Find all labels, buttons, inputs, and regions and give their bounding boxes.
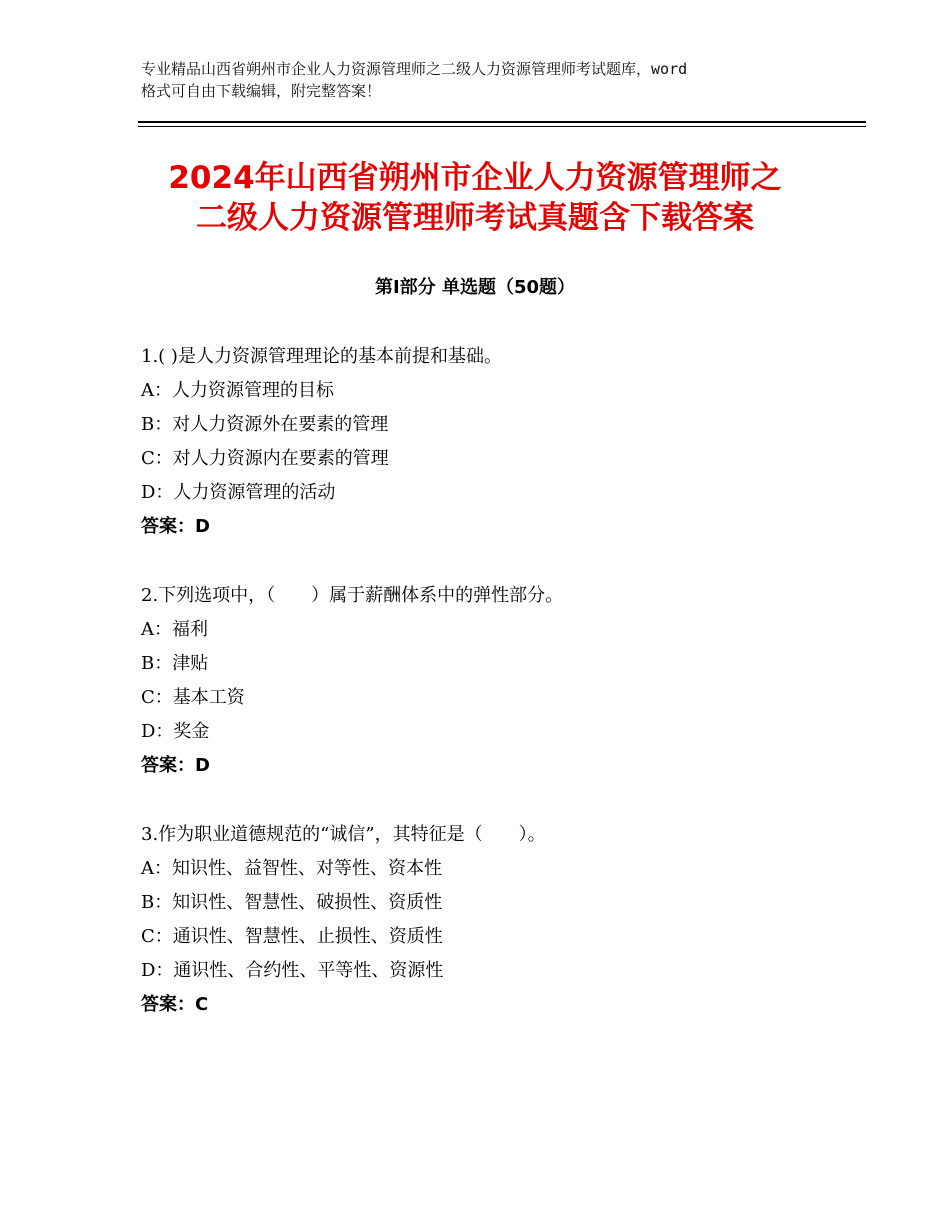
option-c: C：对人力资源内在要素的管理 bbox=[141, 448, 389, 469]
answer: 答案：D bbox=[141, 755, 210, 776]
header-note-line-2: 格式可自由下载编辑，附完整答案！ bbox=[141, 82, 382, 100]
question-stem: 2.下列选项中，（ ）属于薪酬体系中的弹性部分。 bbox=[141, 585, 564, 606]
header-rule-thin bbox=[138, 126, 866, 127]
header-note bbox=[141, 58, 831, 102]
question-1 bbox=[141, 346, 861, 550]
option-c: C：通识性、智慧性、止损性、资质性 bbox=[141, 926, 443, 947]
option-d: D：通识性、合约性、平等性、资源性 bbox=[141, 960, 444, 981]
header-note-line-1: 专业精品山西省朔州市企业人力资源管理师之二级人力资源管理师考试题库，word bbox=[141, 60, 688, 78]
answer: 答案：D bbox=[141, 516, 210, 537]
question-3 bbox=[141, 824, 861, 1028]
question-stem: 3.作为职业道德规范的“诚信”，其特征是（ ）。 bbox=[141, 824, 546, 845]
document-title-line-1: 2024年山西省朔州市企业人力资源管理师之 bbox=[168, 160, 782, 196]
section-title: 第Ⅰ部分 单选题（50题） bbox=[374, 277, 575, 298]
option-a: A：知识性、益智性、对等性、资本性 bbox=[141, 858, 442, 879]
option-d: D：奖金 bbox=[141, 721, 210, 742]
answer: 答案：C bbox=[141, 994, 209, 1015]
option-b: B：知识性、智慧性、破损性、资质性 bbox=[141, 892, 443, 913]
question-2 bbox=[141, 585, 861, 789]
header-rule-thick bbox=[138, 121, 866, 123]
option-a: A：福利 bbox=[141, 619, 208, 640]
document-title bbox=[100, 158, 850, 238]
option-b: B：对人力资源外在要素的管理 bbox=[141, 414, 389, 435]
document-title-line-2: 二级人力资源管理师考试真题含下载答案 bbox=[196, 200, 754, 236]
option-d: D：人力资源管理的活动 bbox=[141, 482, 336, 503]
option-a: A：人力资源管理的目标 bbox=[141, 380, 334, 401]
question-stem: 1.( )是人力资源管理理论的基本前提和基础。 bbox=[141, 346, 502, 367]
option-c: C：基本工资 bbox=[141, 687, 245, 708]
option-b: B：津贴 bbox=[141, 653, 209, 674]
